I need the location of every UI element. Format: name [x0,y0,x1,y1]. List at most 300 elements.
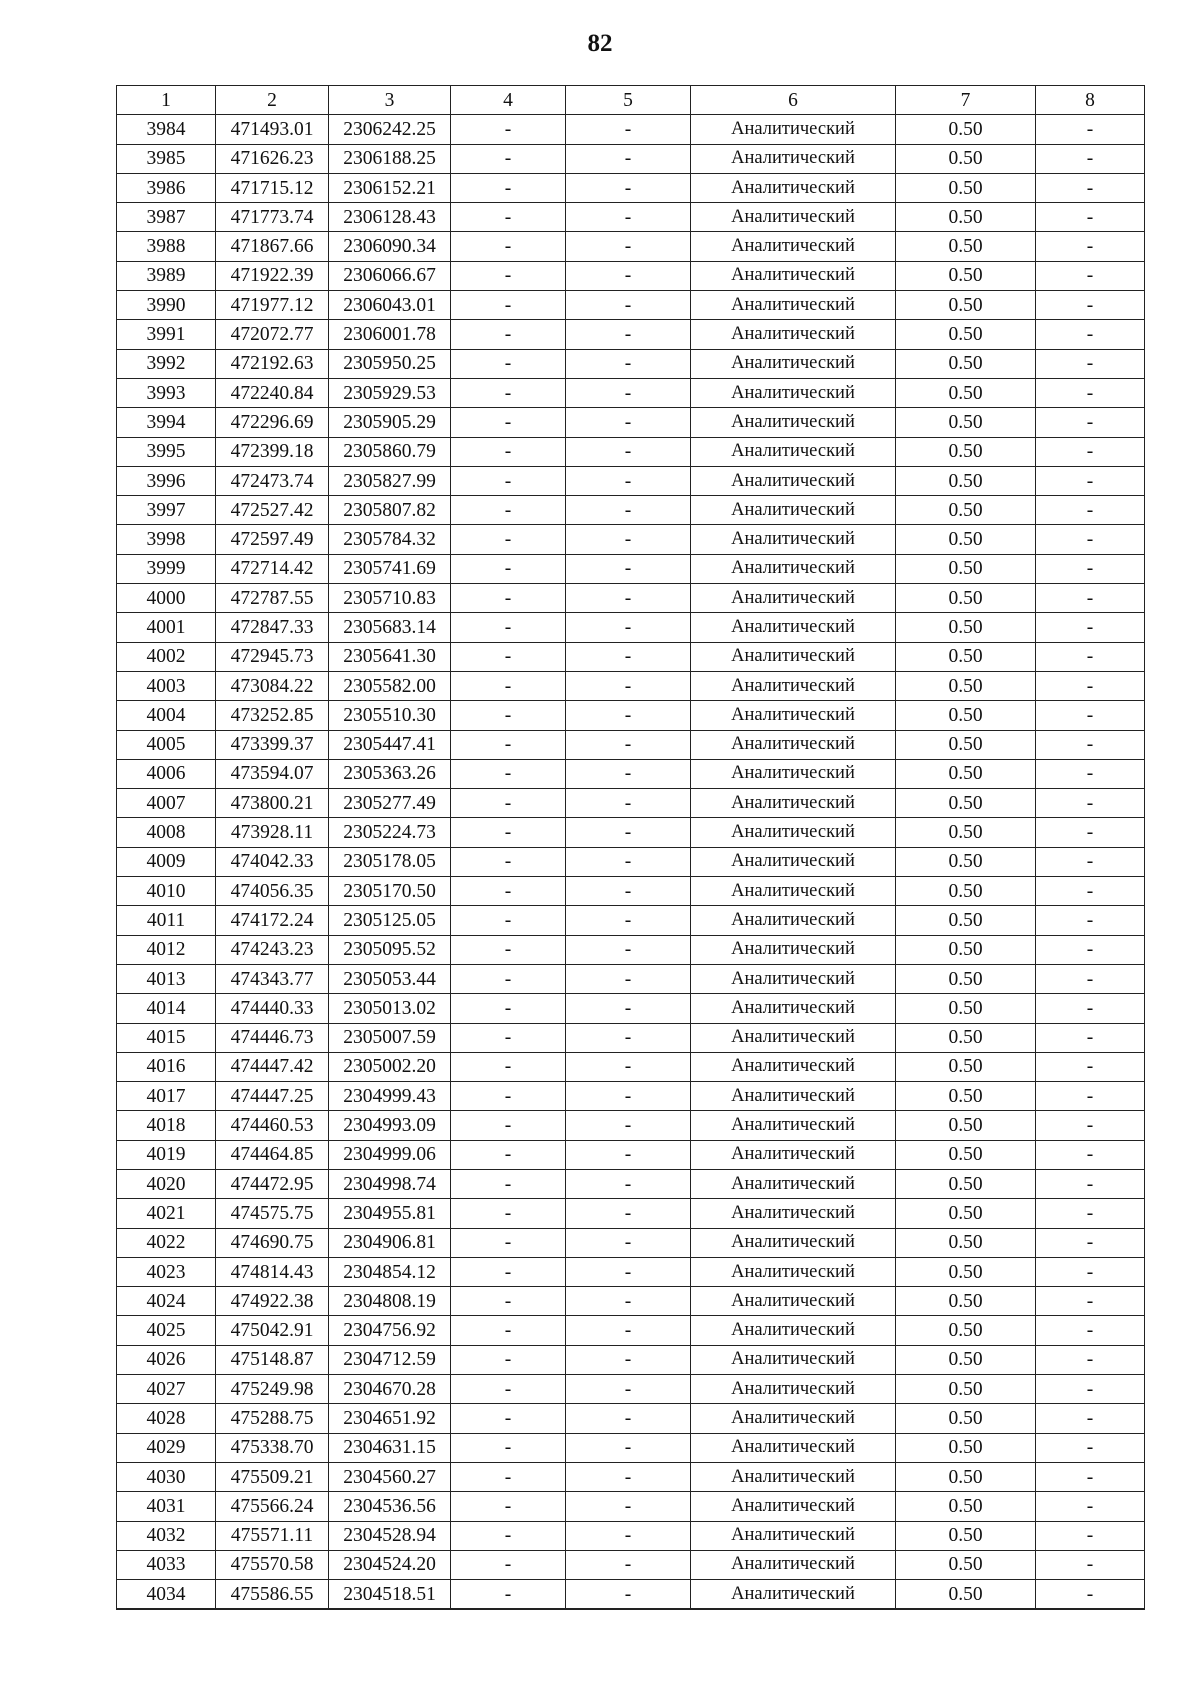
table-cell: 2304651.92 [329,1404,451,1433]
table-cell: 3994 [117,408,216,437]
table-cell: - [566,1111,691,1140]
table-row [117,408,1145,437]
table-cell: 0.50 [896,261,1036,290]
table-cell: 2305447.41 [329,730,451,759]
table-row [117,1316,1145,1345]
table-cell: Аналитический [691,701,896,730]
table-row [117,1111,1145,1140]
table-cell: 2304528.94 [329,1521,451,1550]
table-cell: 0.50 [896,964,1036,993]
table-cell: - [451,1345,566,1374]
table-cell: 4013 [117,964,216,993]
table-cell: 2305224.73 [329,818,451,847]
table-cell: - [1036,584,1145,613]
table-row [117,144,1145,173]
table-cell: - [1036,613,1145,642]
table-cell: - [451,1580,566,1610]
table-cell: - [1036,1140,1145,1169]
table-row [117,613,1145,642]
table-cell: 0.50 [896,1257,1036,1286]
table-cell: 4026 [117,1345,216,1374]
table-cell: 474460.53 [216,1111,329,1140]
table-cell: - [1036,1169,1145,1198]
table-cell: 0.50 [896,906,1036,935]
table-cell: Аналитический [691,877,896,906]
table-cell: - [451,525,566,554]
table-cell: - [451,1375,566,1404]
table-cell: - [451,642,566,671]
table-cell: 2304906.81 [329,1228,451,1257]
table-cell: - [1036,466,1145,495]
table-row [117,378,1145,407]
table-cell: - [451,1550,566,1579]
table-cell: 3984 [117,115,216,144]
table-cell: 471977.12 [216,291,329,320]
table-cell: 0.50 [896,349,1036,378]
table-cell: Аналитический [691,144,896,173]
table-cell: Аналитический [691,1082,896,1111]
column-header: 1 [117,86,216,115]
table-cell: - [566,144,691,173]
table-cell: - [451,466,566,495]
table-cell: - [1036,1052,1145,1081]
table-cell: - [566,1375,691,1404]
table-cell: 474447.42 [216,1052,329,1081]
table-cell: - [1036,261,1145,290]
table-cell: 3991 [117,320,216,349]
table-cell: 474575.75 [216,1199,329,1228]
table-cell: - [566,642,691,671]
table-row [117,730,1145,759]
table-cell: - [566,408,691,437]
table-cell: Аналитический [691,1169,896,1198]
table-cell: - [451,759,566,788]
table-cell: 4022 [117,1228,216,1257]
table-cell: 474042.33 [216,847,329,876]
table-cell: - [451,1287,566,1316]
table-cell: 2304998.74 [329,1169,451,1198]
table-cell: Аналитический [691,730,896,759]
table-cell: 0.50 [896,1140,1036,1169]
table-cell: 3999 [117,554,216,583]
table-cell: 474464.85 [216,1140,329,1169]
table-cell: 2305929.53 [329,378,451,407]
table-row [117,818,1145,847]
column-header: 8 [1036,86,1145,115]
coordinates-table [116,85,1145,1610]
table-cell: - [451,818,566,847]
table-cell: 475566.24 [216,1492,329,1521]
table-cell: Аналитический [691,496,896,525]
table-cell: - [566,1199,691,1228]
table-row [117,1228,1145,1257]
table-cell: 0.50 [896,818,1036,847]
table-cell: - [1036,701,1145,730]
table-cell: 474343.77 [216,964,329,993]
table-cell: - [451,1082,566,1111]
table-cell: - [1036,1462,1145,1491]
table-cell: 0.50 [896,1052,1036,1081]
table-cell: - [1036,144,1145,173]
table-cell: 3986 [117,173,216,202]
table-row [117,642,1145,671]
table-cell: - [451,1199,566,1228]
table-cell: - [1036,554,1145,583]
table-cell: 472240.84 [216,378,329,407]
table-cell: Аналитический [691,1140,896,1169]
table-cell: 3997 [117,496,216,525]
table-cell: 475288.75 [216,1404,329,1433]
table-row [117,584,1145,613]
table-cell: 474172.24 [216,906,329,935]
table-cell: 2305013.02 [329,994,451,1023]
table-cell: 4000 [117,584,216,613]
table-cell: 2304808.19 [329,1287,451,1316]
table-cell: - [1036,408,1145,437]
table-row [117,173,1145,202]
table-row [117,671,1145,700]
table-cell: - [566,1345,691,1374]
table-cell: 472399.18 [216,437,329,466]
table-cell: 475586.55 [216,1580,329,1610]
table-cell: - [1036,437,1145,466]
table-cell: 471626.23 [216,144,329,173]
table-row [117,349,1145,378]
table-cell: - [566,173,691,202]
table-cell: - [1036,1023,1145,1052]
table-cell: - [1036,994,1145,1023]
table-cell: - [566,1580,691,1610]
table-cell: - [1036,203,1145,232]
table-row [117,496,1145,525]
table-cell: - [566,437,691,466]
table-cell: 3988 [117,232,216,261]
table-cell: Аналитический [691,935,896,964]
table-row [117,935,1145,964]
table-cell: - [451,1462,566,1491]
table-cell: 4032 [117,1521,216,1550]
table-cell: 0.50 [896,671,1036,700]
table-cell: 4027 [117,1375,216,1404]
table-cell: 2304955.81 [329,1199,451,1228]
table-cell: - [451,437,566,466]
table-cell: - [566,1082,691,1111]
table-row [117,1140,1145,1169]
table-row [117,1023,1145,1052]
table-cell: 2305950.25 [329,349,451,378]
table-cell: 472714.42 [216,554,329,583]
table-cell: 473800.21 [216,789,329,818]
table-cell: - [451,1052,566,1081]
table-row [117,1052,1145,1081]
table-cell: - [451,730,566,759]
table-cell: 0.50 [896,847,1036,876]
table-cell: - [566,818,691,847]
table-cell: 2306152.21 [329,173,451,202]
table-row [117,203,1145,232]
table-cell: 0.50 [896,378,1036,407]
table-cell: - [566,1257,691,1286]
table-cell: 3998 [117,525,216,554]
table-row [117,291,1145,320]
table-row [117,1199,1145,1228]
table-cell: - [451,1492,566,1521]
table-cell: Аналитический [691,203,896,232]
table-cell: Аналитический [691,437,896,466]
table-cell: 2306001.78 [329,320,451,349]
table-cell: 4016 [117,1052,216,1081]
table-cell: 0.50 [896,203,1036,232]
table-cell: Аналитический [691,584,896,613]
table-cell: - [451,115,566,144]
table-cell: Аналитический [691,1199,896,1228]
table-cell: 0.50 [896,1550,1036,1579]
table-cell: - [1036,1228,1145,1257]
table-cell: - [1036,1580,1145,1610]
table-cell: 2305178.05 [329,847,451,876]
table-cell: Аналитический [691,408,896,437]
table-cell: - [1036,115,1145,144]
table-cell: - [566,1550,691,1579]
table-cell: - [451,320,566,349]
table-cell: - [451,906,566,935]
table-row [117,906,1145,935]
table-cell: 0.50 [896,232,1036,261]
table-cell: 4012 [117,935,216,964]
table-cell: 2305002.20 [329,1052,451,1081]
table-row [117,115,1145,144]
table-cell: 0.50 [896,291,1036,320]
table-cell: - [566,671,691,700]
table-cell: 475148.87 [216,1345,329,1374]
table-cell: 475249.98 [216,1375,329,1404]
table-cell: 3990 [117,291,216,320]
table-cell: Аналитический [691,1345,896,1374]
table-cell: - [451,1111,566,1140]
table-cell: Аналитический [691,818,896,847]
table-cell: - [451,994,566,1023]
table-cell: 0.50 [896,1492,1036,1521]
table-cell: Аналитический [691,525,896,554]
table-cell: 473252.85 [216,701,329,730]
table-cell: 0.50 [896,496,1036,525]
table-cell: - [566,232,691,261]
table-cell: 0.50 [896,935,1036,964]
table-cell: 2304993.09 [329,1111,451,1140]
table-cell: - [566,378,691,407]
table-cell: 3993 [117,378,216,407]
table-cell: 0.50 [896,525,1036,554]
table-cell: - [451,789,566,818]
table-row [117,1462,1145,1491]
table-cell: 0.50 [896,877,1036,906]
table-cell: 475570.58 [216,1550,329,1579]
table-cell: Аналитический [691,906,896,935]
table-cell: - [566,847,691,876]
table-cell: - [566,877,691,906]
table-cell: 4008 [117,818,216,847]
table-row [117,466,1145,495]
table-row [117,1082,1145,1111]
table-cell: 0.50 [896,1082,1036,1111]
table-cell: 4010 [117,877,216,906]
table-cell: 0.50 [896,1316,1036,1345]
table-cell: 3987 [117,203,216,232]
table-cell: - [451,408,566,437]
table-cell: 472945.73 [216,642,329,671]
table-row [117,261,1145,290]
table-cell: - [1036,378,1145,407]
table-cell: - [451,1140,566,1169]
table-cell: 2305827.99 [329,466,451,495]
table-cell: - [566,935,691,964]
table-cell: 475042.91 [216,1316,329,1345]
table-cell: 3989 [117,261,216,290]
table-cell: 2304999.43 [329,1082,451,1111]
table-cell: - [566,115,691,144]
table-cell: 0.50 [896,1228,1036,1257]
table-row [117,1257,1145,1286]
table-cell: - [566,554,691,583]
table-cell: 2304854.12 [329,1257,451,1286]
table-cell: - [451,1433,566,1462]
table-cell: - [566,964,691,993]
column-header: 6 [691,86,896,115]
table-cell: 0.50 [896,1199,1036,1228]
table-cell: 2306128.43 [329,203,451,232]
table-cell: 472296.69 [216,408,329,437]
table-cell: - [451,1404,566,1433]
table-cell: 4028 [117,1404,216,1433]
table-cell: 474690.75 [216,1228,329,1257]
table-cell: 474922.38 [216,1287,329,1316]
table-cell: - [451,847,566,876]
table-cell: Аналитический [691,173,896,202]
table-cell: - [1036,1375,1145,1404]
table-cell: - [451,1316,566,1345]
table-cell: - [1036,964,1145,993]
table-row [117,964,1145,993]
table-row [117,759,1145,788]
table-row [117,1580,1145,1610]
table-cell: - [451,378,566,407]
table-cell: - [566,291,691,320]
table-cell: 472473.74 [216,466,329,495]
table-cell: - [1036,818,1145,847]
table-cell: - [1036,935,1145,964]
table-body [117,115,1145,1610]
table-row [117,994,1145,1023]
table-cell: 4003 [117,671,216,700]
table-cell: 471773.74 [216,203,329,232]
table-cell: Аналитический [691,1433,896,1462]
table-cell: 2304536.56 [329,1492,451,1521]
table-cell: - [451,349,566,378]
table-cell: 3996 [117,466,216,495]
table-cell: 0.50 [896,1404,1036,1433]
table-row [117,1345,1145,1374]
table-cell: 4009 [117,847,216,876]
table-cell: 0.50 [896,584,1036,613]
table-cell: - [1036,320,1145,349]
table-cell: - [1036,1433,1145,1462]
table-cell: 4024 [117,1287,216,1316]
table-cell: - [451,613,566,642]
table-cell: - [451,1228,566,1257]
table-cell: Аналитический [691,789,896,818]
table-cell: 2304999.06 [329,1140,451,1169]
table-cell: 0.50 [896,994,1036,1023]
table-cell: - [566,1433,691,1462]
table-cell: 2305053.44 [329,964,451,993]
table-cell: Аналитический [691,1111,896,1140]
table-cell: - [451,1257,566,1286]
table-cell: 0.50 [896,408,1036,437]
table-cell: - [1036,1550,1145,1579]
table-cell: - [566,584,691,613]
table-cell: Аналитический [691,1228,896,1257]
table-cell: - [451,1169,566,1198]
table-row [117,1521,1145,1550]
table-cell: Аналитический [691,1462,896,1491]
table-cell: 2305860.79 [329,437,451,466]
table-cell: - [566,1169,691,1198]
table-row [117,1492,1145,1521]
table-cell: - [1036,1287,1145,1316]
table-cell: - [566,261,691,290]
table-cell: - [451,964,566,993]
table-cell: 2305510.30 [329,701,451,730]
table-cell: 2305007.59 [329,1023,451,1052]
table-cell: 4033 [117,1550,216,1579]
table-cell: - [566,1462,691,1491]
table-cell: Аналитический [691,554,896,583]
table-cell: 2304518.51 [329,1580,451,1610]
table-cell: Аналитический [691,261,896,290]
table-cell: Аналитический [691,291,896,320]
table-row [117,877,1145,906]
table-cell: Аналитический [691,847,896,876]
table-cell: - [566,759,691,788]
table-cell: 474440.33 [216,994,329,1023]
table-cell: 0.50 [896,701,1036,730]
table-cell: 0.50 [896,730,1036,759]
table-cell: 2305807.82 [329,496,451,525]
table-cell: - [566,1404,691,1433]
table-cell: 4017 [117,1082,216,1111]
table-cell: 471867.66 [216,232,329,261]
table-cell: 2305277.49 [329,789,451,818]
table-cell: - [566,613,691,642]
table-cell: - [1036,496,1145,525]
table-cell: 2305170.50 [329,877,451,906]
table-cell: 473594.07 [216,759,329,788]
table-cell: - [1036,671,1145,700]
table-cell: 4019 [117,1140,216,1169]
table-cell: - [451,261,566,290]
table-cell: 3985 [117,144,216,173]
table-cell: 2305784.32 [329,525,451,554]
table-cell: 0.50 [896,642,1036,671]
table-cell: 0.50 [896,173,1036,202]
table-cell: - [451,1521,566,1550]
table-cell: - [1036,525,1145,554]
table-cell: 2305125.05 [329,906,451,935]
table-cell: - [451,1023,566,1052]
table-cell: Аналитический [691,1316,896,1345]
table-cell: - [451,291,566,320]
table-row [117,1433,1145,1462]
